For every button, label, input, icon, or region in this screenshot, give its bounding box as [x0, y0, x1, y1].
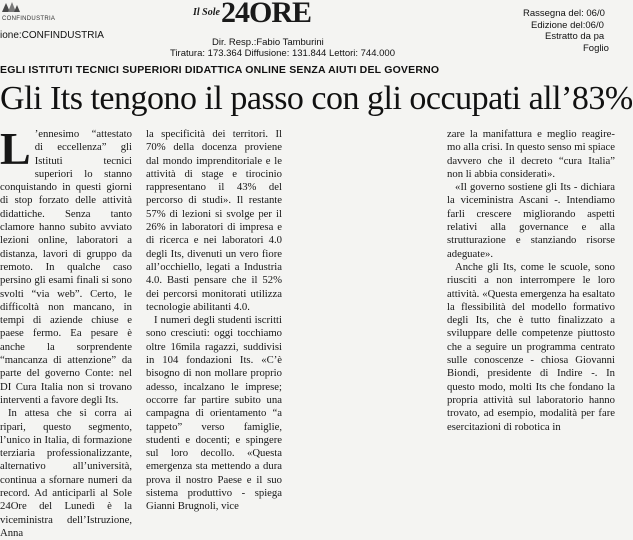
- rassegna-block: [523, 8, 615, 54]
- article-paragraph: ’ennesimo “attestato di eccellenza” gli Istituti tecnici superiori lo stanno conquistando in questi giorni di stop forzato delle attività didattiche. Senza tanto clamore hanno subito avviato lezioni online, laboratori a distanza, lavori di gruppo da remoto. In qualche caso persino gli esami finali si sono svolti “via web”. Certo, le difficoltà non mancano, in tempi di aziende chiuse e paese fermo. Ea pesare è anche la sorprendente “mancanza di attenzione” da parte del governo Conte: nel DI Cura Italia non si trovano interventi a favore degli Its.: [0, 128, 132, 406]
- sezione-label: ione:CONFINDUSTRIA: [0, 30, 104, 41]
- article-headline: Gli Its tengono il passo con gli occupati all’83%: [0, 80, 633, 117]
- article-paragraph: In attesa che si corra ai ripari, questo segmento, l’unico in Italia, di formazione terziaria professionalizzante, alternativo all’università, continua a sfornare numeri da record. Ad anticiparli al Sole 24Ore del Lunedì è la viceministra dell’Istruzione, Anna: [0, 407, 132, 539]
- tiratura: Tiratura: 173.364 Diffusione: 131.844 Lettori: 744.000: [170, 48, 395, 59]
- article-paragraph: I numeri degli studenti iscritti sono cresciuti: oggi tocchiamo oltre 16mila ragazzi, suddivisi in 104 fondazioni Its. «C’è bisogno di non mollare proprio adesso, incalzano le imprese; occorre far partire subito una campagna di orientamento “a tappeto” verso famiglie, studenti e docenti; e spingere sul loro decollo. «Questa emergenza sta mettendo a dura prova il nostro Paese e il suo sistema produttivo - spiega Gianni Brugnoli, vice: [146, 314, 282, 513]
- article-column-2: [146, 128, 282, 513]
- confindustria-logo-icon: [0, 0, 22, 14]
- drop-cap: L: [0, 123, 31, 174]
- article-column-3: [447, 128, 615, 433]
- dir-resp: Dir. Resp.:Fabio Tamburini: [212, 37, 324, 48]
- article-column-1: [0, 123, 132, 539]
- rassegna-line: Edizione del:06/0: [531, 19, 604, 31]
- org-logo-text: CONFINDUSTRIA: [2, 16, 56, 22]
- rassegna-line: Estratto da pa: [545, 31, 605, 42]
- article-paragraph: «Il governo sostiene gli Its - dichiara la viceministra Ascani -. Intendiamo farli crescere migliorando aspetti relativi alla governance e alla strutturazione e stanziando risorse adeguate».: [447, 181, 615, 260]
- masthead: [193, 2, 321, 34]
- masthead-big: 24ORE: [221, 0, 312, 29]
- rassegna-line: Rassegna del: 06/0: [523, 8, 605, 19]
- article-paragraph: la specificità dei territori. Il 70% della docenza proviene dal mondo imprenditoriale e le attività di stage e tirocinio rappresentano il 43% del percorso di studi». Il restante 57% di lezioni si svolge per il 26% in laboratori di impresa e di ricerca e nei laboratori 4.0 degli Its, divenuti un vero fiore all’occhiello, legati a Industria 4.0. Basti pensare che il 52% dei percorsi monitorati utilizza tecnologie abilitanti 4.0.: [146, 128, 282, 313]
- article-kicker: EGLI ISTITUTI TECNICI SUPERIORI DIDATTICA ONLINE SENZA AIUTI DEL GOVERNO: [0, 64, 440, 76]
- article-paragraph: zare la manifattura e meglio reagire-mo alla crisi. In questo senso mi spiace davvero che il decreto “cura Italia” non li abbia considerati».: [447, 128, 615, 180]
- rassegna-line: Foglio: [583, 42, 609, 54]
- masthead-small: Il Sole: [193, 7, 220, 18]
- article-paragraph: Anche gli Its, come le scuole, sono riusciti a non interrompere le loro attività. «Questa emergenza ha esaltato la flessibilità del modello formativo degli Its, che è tutto finalizzato a sviluppare delle competenze piuttosto che a seguire un programma centrato sulle conoscenze - chiosa Giovanni Biondi, presidente di Indire -. In questo modo, molti Its che fondano la propria attività sul laboratorio hanno trovato, ad esempio, modalità per fare esercitazioni di robotica in: [447, 260, 615, 433]
